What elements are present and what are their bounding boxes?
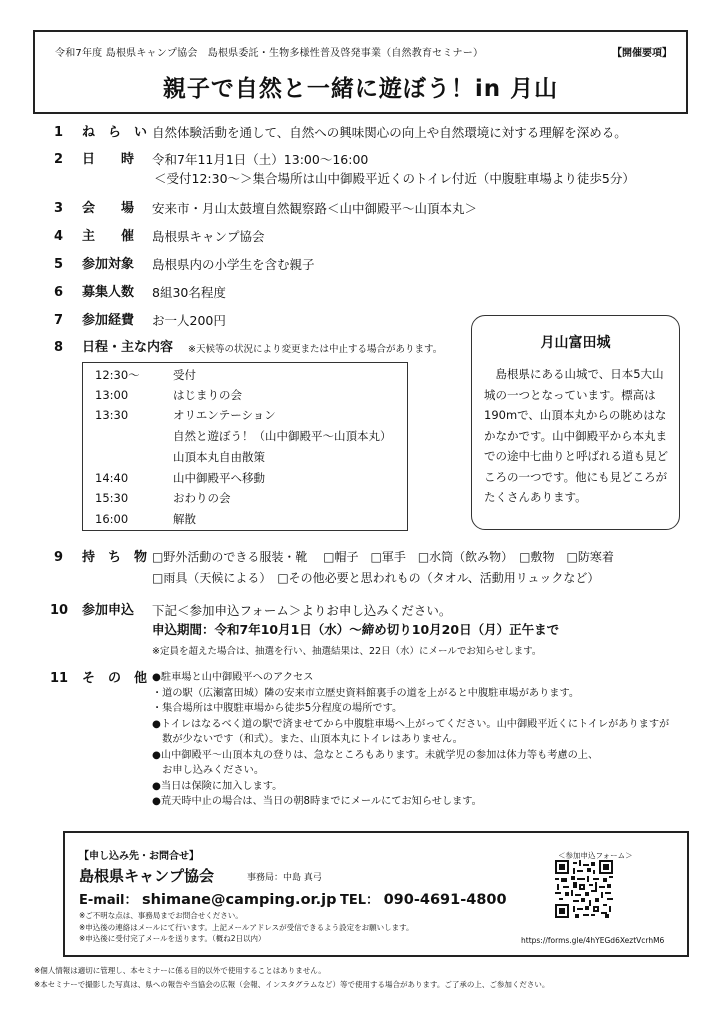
tel-label: TEL：: [340, 893, 380, 908]
schedule-table: [82, 362, 408, 531]
section-schedule: [0, 339, 470, 359]
schedule-time: 15:30: [95, 491, 129, 505]
schedule-desc: おわりの会: [173, 491, 231, 505]
application-period: 申込期間：令和7年10月1日（水）〜締め切り10月20日（月）正午まで: [152, 622, 560, 637]
contact-note: ※ご不明な点は、事務局までお問合せください。: [79, 911, 243, 920]
application-note: ※定員を超えた場合は、抽選を行い、抽選結果は、22日（水）にメールでお知らせします。: [152, 646, 542, 657]
contact-note: ※申込後の連絡はメールにて行います。上記メールアドレスが受信できるよう設定をお願いします。: [79, 922, 414, 932]
other-note-line: ●当日は保険に加入します。: [152, 780, 283, 792]
castle-info-title: 月山富田城: [540, 335, 611, 351]
schedule-desc: 山頂本丸自由散策: [173, 450, 265, 464]
other-note-line: ●駐車場と山中御殿平へのアクセス: [152, 672, 314, 683]
schedule-desc: はじまりの会: [173, 388, 242, 402]
section-label: 参加申込: [82, 603, 135, 618]
section-label: 日程・主な内容: [82, 340, 174, 355]
other-notes: [152, 670, 669, 810]
section-number: 3: [54, 201, 64, 216]
other-note-line: ・集合場所は中腹駐車場から徒歩5分程度の場所です。: [152, 703, 403, 714]
section-label: 会 場: [82, 201, 135, 216]
section-number: 11: [50, 671, 69, 686]
section-value: 自然体験活動を通して、自然への興味関心の向上や自然環境に対する理解を深める。: [152, 125, 627, 140]
tel-number[interactable]: 090-4691-4800: [383, 892, 507, 908]
section-belongings: [0, 549, 720, 589]
contact-note: ※申込後に受付完了メールを送ります。（概ね2日以内）: [79, 934, 266, 943]
section-label: ね ら い: [82, 125, 148, 140]
schedule-time: 16:00: [95, 512, 129, 526]
form-url[interactable]: https://forms.gle/4hYEGd6XeztVcrhM6: [521, 936, 665, 945]
section-number: 2: [54, 152, 64, 167]
header-subtitle: 令和7年度 島根県キャンプ協会 島根県委託・生物多様性普及啓発事業（自然教育セミナー）: [55, 48, 484, 59]
section-label: 主 催: [82, 229, 135, 244]
schedule-time: 14:40: [95, 471, 129, 485]
contact-notes: [79, 910, 414, 945]
header-tag: 【開催要項】: [612, 48, 672, 59]
section-value: 島根県キャンプ協会: [152, 229, 265, 244]
section-value: お一人200円: [152, 313, 226, 328]
section-capacity: [0, 284, 720, 304]
email-label: E-mail：: [79, 893, 138, 908]
castle-info-body: 島根県にある山城で、日本5大山城の一つとなっています。標高は190mで、山頂本丸からの眺めはなかなかです。山中御殿平から本丸までの途中七曲りと呼ばれる道も見どころの一つです。他にも見どころがたくさんあります。: [484, 367, 668, 504]
section-number: 8: [54, 340, 64, 355]
section-fee: [0, 312, 470, 332]
section-venue: [0, 200, 720, 220]
section-number: 10: [50, 603, 69, 618]
other-note-line: ●山中御殿平〜山頂本丸の登りは、急なところもあります。未就学児の参加は体力等も考慮の上、: [152, 749, 599, 761]
schedule-desc: オリエンテーション: [173, 408, 276, 422]
section-number: 1: [54, 125, 64, 140]
header-box: [33, 30, 688, 114]
other-note-line: 数が少ないです（和式）。また、山頂本丸にトイレはありません。: [152, 734, 463, 745]
belongings-line-2: □雨具（天候による） □その他必要と思われもの（タオル、活動用リュックなど）: [152, 571, 600, 585]
other-note-line: お申し込みください。: [152, 765, 265, 776]
section-label: 日 時: [82, 152, 135, 167]
section-organizer: [0, 228, 720, 248]
section-number: 4: [54, 229, 64, 244]
section-number: 6: [54, 285, 64, 300]
belongings-line-1: □野外活動のできる服装・靴 □帽子 □軍手 □水筒（飲み物） □敷物 □防寒着: [152, 550, 614, 564]
other-note-line: ●荒天時中止の場合は、当日の朝8時までにメールにてお知らせします。: [152, 796, 482, 807]
section-target: [0, 256, 720, 276]
section-number: 9: [54, 550, 64, 565]
schedule-desc: 自然と遊ぼう！（山中御殿平〜山頂本丸）: [173, 429, 392, 443]
section-value: 島根県内の小学生を含む親子: [152, 257, 315, 272]
section-value: 令和7年11月1日（土）13:00〜16:00: [152, 152, 369, 167]
schedule-desc: 山中御殿平へ移動: [173, 471, 265, 485]
schedule-desc: 解散: [173, 512, 196, 526]
castle-info-box: [471, 315, 680, 530]
section-aim: [0, 124, 720, 144]
footer-note: ※個人情報は適切に管理し、本セミナーに係る目的以外で使用することはありません。: [34, 966, 326, 975]
footer-note: ※本セミナーで撮影した写真は、県への報告や当協会の広報（会報、インスタグラムなど）等で使用する場合があります。ご了承の上、ご参加ください。: [34, 980, 550, 989]
section-label: そ の 他: [82, 671, 148, 686]
section-label: 持 ち 物: [82, 550, 148, 565]
schedule-time: 13:30: [95, 408, 129, 422]
section-value: 8組30名程度: [152, 285, 226, 300]
section-datetime: [0, 151, 720, 191]
section-number: 7: [54, 313, 64, 328]
qr-code-icon[interactable]: [555, 860, 613, 918]
footer-notes: [34, 964, 549, 992]
section-other: [0, 670, 720, 815]
other-note-line: ・道の駅（広瀬富田城）隣の安来市立歴史資料館裏手の道を上がると中腹駐車場があります。: [152, 687, 580, 699]
application-line-1: 下記＜参加申込フォーム＞よりお申し込みください。: [152, 603, 452, 618]
section-label: 参加経費: [82, 313, 135, 328]
schedule-desc: 受付: [173, 368, 196, 382]
contact-tel-row: [340, 889, 507, 908]
contact-email-row: [79, 889, 336, 908]
section-application: [0, 602, 720, 660]
form-label: ＜参加申込フォーム＞: [558, 851, 633, 860]
section-note: ※天候等の状況により変更または中止する場合があります。: [188, 344, 443, 355]
other-note-line: ●トイレはなるべく道の駅で済ませてから中腹駐車場へ上がってください。山中御殿平近くにトイレがありますが: [152, 718, 670, 730]
contact-org: 島根県キャンプ協会: [79, 867, 215, 885]
page-title: 親子で自然と一緒に遊ぼう！in 月山: [162, 76, 559, 102]
email-link[interactable]: shimane@camping.or.jp: [142, 892, 337, 908]
section-value-2: ＜受付12:30〜＞集合場所は山中御殿平近くのトイレ付近（中腹駐車場より徒歩5分）: [154, 171, 635, 186]
contact-heading: 【申し込み先・お問合せ】: [79, 851, 199, 862]
section-number: 5: [54, 257, 64, 272]
section-value: 安来市・月山太鼓壇自然観察路＜山中御殿平〜山頂本丸＞: [152, 201, 478, 216]
section-label: 募集人数: [82, 285, 135, 300]
contact-office: 事務局：中島 真弓: [247, 873, 322, 883]
schedule-time: 13:00: [95, 388, 129, 402]
section-label: 参加対象: [82, 257, 135, 272]
schedule-time: 12:30〜: [95, 368, 140, 382]
